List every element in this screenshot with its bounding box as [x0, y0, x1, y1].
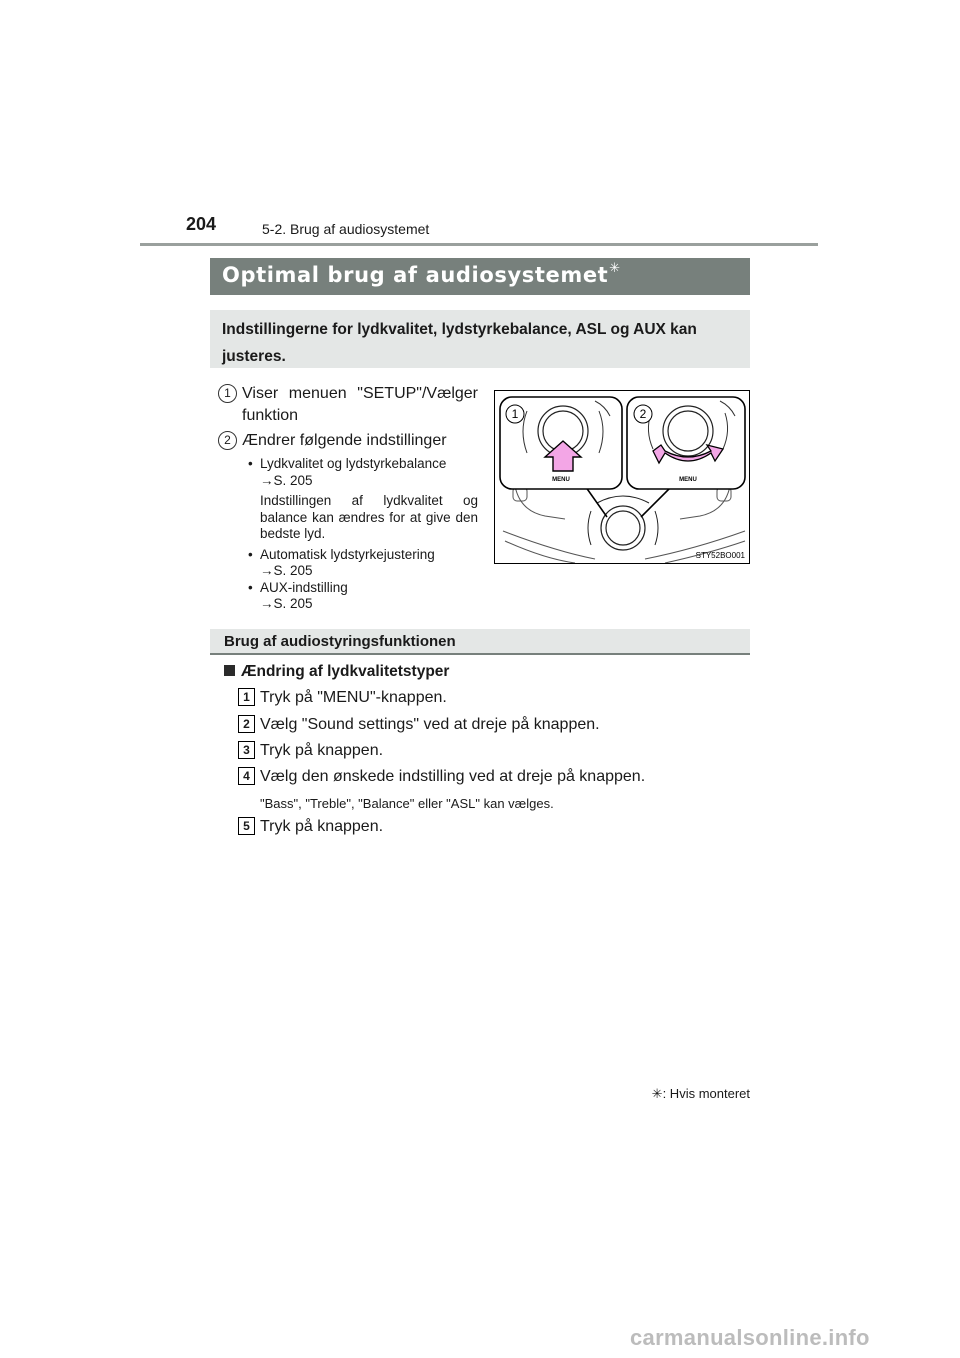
section-title: Brug af audiostyringsfunktionen	[224, 633, 456, 650]
menu-label-left: MENU	[552, 477, 570, 483]
callout-2: 2	[639, 407, 647, 421]
footnote: ✳: Hvis monteret	[651, 1086, 750, 1101]
step-3-number: 3	[238, 741, 255, 759]
step-2-number: 2	[238, 715, 255, 733]
step-5-text: Tryk på knappen.	[260, 818, 384, 835]
list-item: • Automatisk lydstyrkejustering	[246, 547, 478, 564]
step-3-text: Tryk på knappen.	[260, 742, 384, 759]
list-item: • AUX-indstilling	[246, 580, 478, 597]
control-knob-illustration	[494, 390, 750, 564]
section-header	[210, 629, 750, 655]
item-1-number: 1	[218, 384, 237, 403]
list-item: • Lydkvalitet og lydstyrkebalance	[246, 456, 478, 473]
intro-text: Indstillingerne for lydkvalitet, lydstyrkebalance, ASL og AUX kan justeres.	[222, 321, 697, 365]
settings-list	[246, 456, 478, 613]
step-1-text: Tryk på "MENU"-knappen.	[260, 689, 447, 706]
step-4-note: "Bass", "Treble", "Balance" eller "ASL" kan vælges.	[260, 796, 554, 811]
watermark: carmanualsonline.info	[630, 1325, 870, 1350]
page-title-text: Optimal brug af audiosystemet	[222, 263, 609, 287]
page-reference: →S. 205	[260, 472, 313, 488]
intro-box	[210, 310, 750, 368]
step-4-text: Vælg den ønskede indstilling ved at dreje på knappen.	[260, 768, 646, 785]
page-number: 204	[186, 214, 217, 234]
item-2-text: Ændrer følgende indstillinger	[242, 432, 447, 449]
step-5-number: 5	[238, 817, 255, 835]
item-1-text: Viser menuen "SETUP"/Vælger funktion	[242, 385, 478, 424]
list-item-note: Indstillingen af lydkvalitet og balance kan ændres for at give den bedste lyd.	[260, 493, 478, 541]
item-2-number: 2	[218, 431, 237, 450]
step-1-number: 1	[238, 688, 255, 706]
subheading	[224, 663, 449, 681]
illustration-svg	[495, 391, 749, 563]
callout-1: 1	[511, 407, 519, 421]
page-reference: →S. 205	[260, 596, 313, 611]
header-divider	[140, 243, 818, 246]
step-2-text: Vælg "Sound settings" ved at dreje på knappen.	[260, 716, 600, 733]
menu-label-right: MENU	[679, 477, 697, 483]
step-4-number: 4	[238, 767, 255, 785]
page-reference: →S. 205	[260, 563, 313, 578]
title-bar	[210, 258, 750, 295]
section-reference: 5-2. Brug af audiosystemet	[262, 221, 430, 237]
asterisk-icon: ✳	[609, 261, 621, 276]
figure-code: STY52BO001	[695, 551, 745, 560]
subheading-text: Ændring af lydkvalitetstyper	[241, 663, 450, 680]
square-bullet-icon	[224, 665, 235, 676]
page-title	[222, 263, 621, 287]
